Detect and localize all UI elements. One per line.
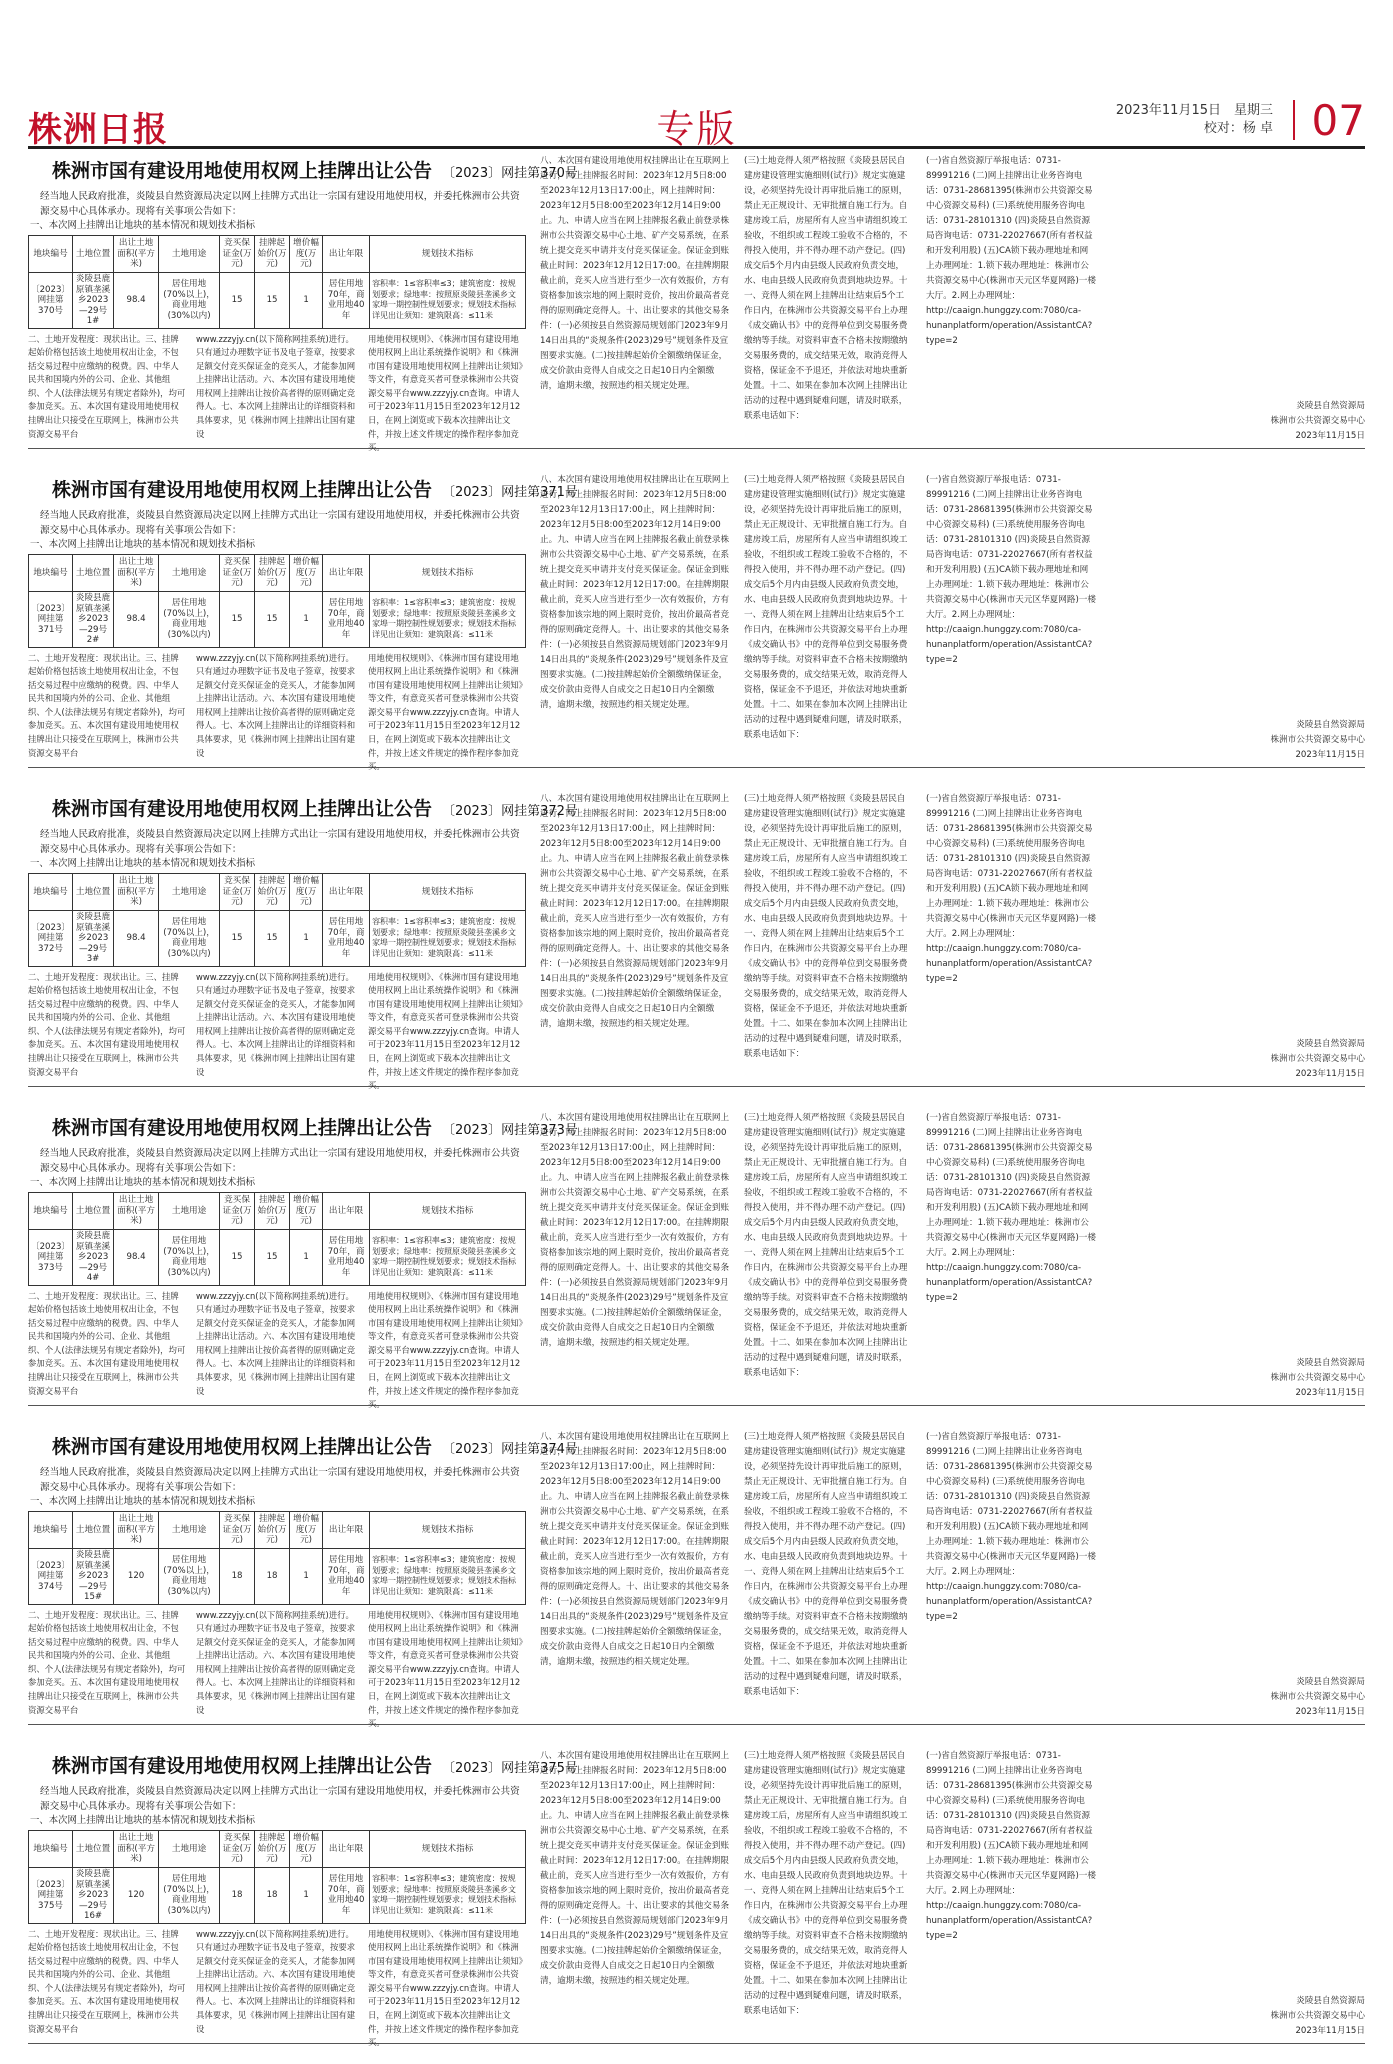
notice-intro: 经当地人民政府批准，炎陵县自然资源局决定以网上挂牌方式出让一宗国有建设用地使用权，并委托株洲市公共资源交易中心具体承办。现将有关事项公告如下： — [40, 510, 520, 536]
table-header-row — [29, 1831, 526, 1868]
table-cell: 1 — [290, 273, 323, 329]
table-header: 出让年限 — [323, 236, 370, 273]
notice-col-4: (一)省自然资源厅举报电话：0731-89991216 (二)网上挂牌出让业务咨询电话：0731-28681395(株洲市公共资源交易中心资源交易科) (三)系统使用服务咨询电话：0731-28101310 (四)炎陵县自然资源局咨询电话：0731-22027667(所有者权益和开发利用股) (五)CA锁下载办理地址和网上办理网址：1.锁下载办理地址：株洲市公共资源交易中心(株洲市天元区华夏网路)一楼大厅。2.网上办理网址：http://caaign.hunggzy.com:7080/ca-hunanplatform/operation/AssistantCA?type=2 — [926, 156, 1096, 346]
signature-org-2: 株洲市公共资源交易中心 — [1270, 1054, 1365, 1064]
table-cell: 居住用地70年，商业用地40年 — [323, 1230, 370, 1286]
notice-signature-column — [1110, 1749, 1365, 2039]
table-cell: 120 — [114, 1549, 159, 1605]
notice-terms — [28, 1609, 526, 1729]
land-auction-notice — [28, 786, 1365, 1091]
table-cell: 炎陵县鹿原镇垄溪乡2023—29号15# — [73, 1549, 114, 1605]
table-header: 规划技术指标 — [370, 236, 526, 273]
table-header-row — [29, 555, 526, 592]
notice-col-3: (三)土地竞得人须严格按照《炎陵县居民自建房建设管理实施细则(试行)》规定实施建设，必须坚持先设计再审批后施工的原则，禁止无正规设计、无审批擅自施工行为。自建房竣工后，房屋所有人应当申请组织竣工验收，不组织或工程竣工验收不合格的，不得投入使用，并不得办理不动产登记。(四)成交后5个月内由县级人民政府负责交地，水、电由县级人民政府负责到地块边界。十一、竞得人须在网上挂牌出让结束后5个工作日内，在株洲市公共资源交易平台上办理《成交确认书》中的竞得单位到交易服务费缴纳等手续。对资料审查不合格未按期缴纳交易服务费的，成交结果无效，取消竞得人资格，保证金不予退还，并依法对地块重新处置。十二、如果在参加本次网上挂牌出让活动的过程中遇到疑难问题，请及时联系，联系电话如下： — [744, 475, 908, 740]
notice-number: 〔2023〕网挂第370号 — [442, 166, 578, 181]
notice-col-3: (三)土地竞得人须严格按照《炎陵县居民自建房建设管理实施细则(试行)》规定实施建设，必须坚持先设计再审批后施工的原则，禁止无正规设计、无审批擅自施工行为。自建房竣工后，房屋所有人应当申请组织竣工验收，不组织或工程竣工验收不合格的，不得投入使用，并不得办理不动产登记。(四)成交后5个月内由县级人民政府负责交地，水、电由县级人民政府负责到地块边界。十一、竞得人须在网上挂牌出让结束后5个工作日内，在株洲市公共资源交易平台上办理《成交确认书》中的竞得单位到交易服务费缴纳等手续。对资料审查不合格未按期缴纳交易服务费的，成交结果无效，取消竞得人资格，保证金不予退还，并依法对地块重新处置。十二、如果在参加本次网上挂牌出让活动的过程中遇到疑难问题，请及时联系，联系电话如下： — [744, 1113, 908, 1378]
notice-terms-col-c: 用地使用权规则》、《株洲市国有建设用地使用权网上出让系统操作说明》和《株洲市国有建设用地使用权网上挂牌出让须知》等文件，有意竞买者可登录株洲市公共资源交易平台www.zzzyjy.cn查询。申请人可于2023年11月15日至2023年12月12日，在网上浏览或下载本次挂牌出让文件，并按上述文件规定的操作程序参加竞买。 — [368, 333, 523, 453]
notice-section-heading: 一、本次网上挂牌出让地块的基本情况和规划技术指标 — [30, 539, 256, 550]
land-auction-notice — [28, 1424, 1365, 1729]
parcel-table — [28, 1830, 526, 1924]
table-cell: 1 — [290, 1549, 323, 1605]
notice-terms-col-b: www.zzzyjy.cn(以下简称网挂系统)进行。只有通过办理数字证书及电子签章，按要求足额交付竞买保证金的竞买人，才能参加网上挂牌出让活动。六、本次国有建设用地使用权网上挂牌出让按价高者得的原则确定竞得人。七、本次网上挂牌出让的详细资料和具体要求，见《株洲市网上挂牌出让国有建设 — [196, 1928, 356, 2034]
signature-date: 2023年11月15日 — [1295, 750, 1365, 760]
table-header: 土地位置 — [73, 874, 114, 911]
table-cell: 〔2023〕网挂第370号 — [29, 273, 73, 329]
notice-terms-col-c: 用地使用权规则》、《株洲市国有建设用地使用权网上出让系统操作说明》和《株洲市国有建设用地使用权网上挂牌出让须知》等文件，有意竞买者可登录株洲市公共资源交易平台www.zzzyjy.cn查询。申请人可于2023年11月15日至2023年12月12日，在网上浏览或下载本次挂牌出让文件，并按上述文件规定的操作程序参加竞买。 — [368, 971, 523, 1091]
table-cell: 120 — [114, 1868, 159, 1924]
table-cell: 居住用地70年，商业用地40年 — [323, 1549, 370, 1605]
table-header: 挂牌起始价(万元) — [255, 874, 290, 911]
table-header: 土地用途 — [159, 874, 220, 911]
table-header: 地块编号 — [29, 1193, 73, 1230]
table-header: 增价幅度(万元) — [290, 874, 323, 911]
notice-signature-column — [1110, 473, 1365, 763]
table-header: 土地位置 — [73, 1193, 114, 1230]
notice-title: 株洲市国有建设用地使用权网上挂牌出让公告 — [52, 1755, 433, 1777]
signature-org-1: 炎陵县自然资源局 — [1296, 401, 1365, 411]
notice-col-4: (一)省自然资源厅举报电话：0731-89991216 (二)网上挂牌出让业务咨询电话：0731-28681395(株洲市公共资源交易中心资源交易科) (三)系统使用服务咨询电话：0731-28101310 (四)炎陵县自然资源局咨询电话：0731-22027667(所有者权益和开发利用股) (五)CA锁下载办理地址和网上办理网址：1.锁下载办理地址：株洲市公共资源交易中心(株洲市天元区华夏网路)一楼大厅。2.网上办理网址：http://caaign.hunggzy.com:7080/ca-hunanplatform/operation/AssistantCA?type=2 — [926, 794, 1096, 984]
table-cell: 98.4 — [114, 1230, 159, 1286]
table-cell: 98.4 — [114, 911, 159, 967]
table-header: 土地用途 — [159, 555, 220, 592]
signature-date: 2023年11月15日 — [1295, 2026, 1365, 2036]
table-cell: 〔2023〕网挂第373号 — [29, 1230, 73, 1286]
table-header: 地块编号 — [29, 1831, 73, 1868]
notice-terms-col-a: 二、土地开发程度：现状出让。三、挂牌起始价格包括该土地使用权出让金，不包括交易过程中应缴纳的税费。四、中华人民共和国境内外的公司、企业、其他组织、个人(法律法规另有规定者除外)，均可参加竞买。五、本次国有建设用地使用权挂牌出让只接受在互联网上，株洲市公共资源交易平台 — [28, 971, 186, 1077]
table-cell: 炎陵县鹿原镇垄溪乡2023—29号16# — [73, 1868, 114, 1924]
table-cell: 容积率：1≤容积率≤3；建筑密度：按规划要求；绿地率：按照原炎陵县垄溪乡文家埠一期控制性规划要求；规划技术指标详见出让须知：建筑限高：≤11米 — [370, 1549, 526, 1605]
notice-intro: 经当地人民政府批准，炎陵县自然资源局决定以网上挂牌方式出让一宗国有建设用地使用权，并委托株洲市公共资源交易中心具体承办。现将有关事项公告如下： — [40, 1148, 520, 1174]
notice-main-column — [28, 148, 578, 453]
table-header: 出让年限 — [323, 555, 370, 592]
notice-terms-col-a: 二、土地开发程度：现状出让。三、挂牌起始价格包括该土地使用权出让金，不包括交易过程中应缴纳的税费。四、中华人民共和国境内外的公司、企业、其他组织、个人(法律法规另有规定者除外)，均可参加竞买。五、本次国有建设用地使用权挂牌出让只接受在互联网上，株洲市公共资源交易平台 — [28, 333, 186, 439]
table-header: 挂牌起始价(万元) — [255, 1512, 290, 1549]
page-number: 07 — [1311, 96, 1365, 145]
table-header: 土地用途 — [159, 1512, 220, 1549]
table-header: 规划技术指标 — [370, 1193, 526, 1230]
table-header: 出让土地面积(平方米) — [114, 236, 159, 273]
notice-col-2: 八、本次国有建设用地使用权挂牌出让在互联网上进行，网上挂牌报名时间：2023年12月5日8:00至2023年12月13日17:00止，网上挂牌时间：2023年12月5日8:00至2023年12月14日9:00止。九、申请人应当在网上挂牌报名截止前登录株洲市公共资源交易中心土地、矿产交易系统，在系统上提交竞买申请并支付竞买保证金。保证金到账截止时间：2023年12月12日17:00。在挂牌期限截止前，竞买人应当进行至少一次有效报价，方有资格参加该宗地的网上限时竞价，按出价最高者竞得的原则确定竞得人。十、出让要求的其他交易条件：(一)必须按县自然资源局规划部门2023年9月14日出具的“炎规条件(2023)29号”规划条件及宣图要求实施。(二)按挂牌起始价全额缴纳保证金，成交价款由竞得人自成交之日起10日内全额缴清，逾期未缴，按照违约相关规定处理。 — [540, 156, 730, 391]
table-header: 规划技术指标 — [370, 555, 526, 592]
notice-title: 株洲市国有建设用地使用权网上挂牌出让公告 — [52, 160, 433, 182]
notice-terms-col-c: 用地使用权规则》、《株洲市国有建设用地使用权网上出让系统操作说明》和《株洲市国有建设用地使用权网上挂牌出让须知》等文件，有意竞买者可登录株洲市公共资源交易平台www.zzzyjy.cn查询。申请人可于2023年11月15日至2023年12月12日，在网上浏览或下载本次挂牌出让文件，并按上述文件规定的操作程序参加竞买。 — [368, 652, 523, 772]
table-row — [29, 592, 526, 648]
table-header: 地块编号 — [29, 236, 73, 273]
table-header: 规划技术指标 — [370, 1512, 526, 1549]
table-header: 增价幅度(万元) — [290, 1512, 323, 1549]
table-cell: 炎陵县鹿原镇垄溪乡2023—29号4# — [73, 1230, 114, 1286]
notice-title-line — [28, 477, 578, 506]
notice-col-4: (一)省自然资源厅举报电话：0731-89991216 (二)网上挂牌出让业务咨询电话：0731-28681395(株洲市公共资源交易中心资源交易科) (三)系统使用服务咨询电话：0731-28101310 (四)炎陵县自然资源局咨询电话：0731-22027667(所有者权益和开发利用股) (五)CA锁下载办理地址和网上办理网址：1.锁下载办理地址：株洲市公共资源交易中心(株洲市天元区华夏网路)一楼大厅。2.网上办理网址：http://caaign.hunggzy.com:7080/ca-hunanplatform/operation/AssistantCA?type=2 — [926, 1432, 1096, 1622]
table-header: 出让年限 — [323, 1193, 370, 1230]
table-cell: 居住用地70年，商业用地40年 — [323, 1868, 370, 1924]
table-header: 竞买保证金(万元) — [220, 1512, 255, 1549]
table-header: 挂牌起始价(万元) — [255, 555, 290, 592]
table-header: 挂牌起始价(万元) — [255, 1193, 290, 1230]
table-header-row — [29, 236, 526, 273]
signature-org-2: 株洲市公共资源交易中心 — [1270, 735, 1365, 745]
notice-title-line — [28, 158, 578, 187]
signature-date: 2023年11月15日 — [1295, 431, 1365, 441]
table-cell: 居住用地(70%以上)，商业用地(30%以内) — [159, 1549, 220, 1605]
table-header: 土地用途 — [159, 1831, 220, 1868]
land-auction-notice — [28, 1105, 1365, 1410]
notice-terms — [28, 333, 526, 453]
table-cell: 炎陵县鹿原镇垄溪乡2023—29号1# — [73, 273, 114, 329]
table-header: 地块编号 — [29, 1512, 73, 1549]
table-header: 挂牌起始价(万元) — [255, 1831, 290, 1868]
table-cell: 炎陵县鹿原镇垄溪乡2023—29号3# — [73, 911, 114, 967]
table-cell: 居住用地70年，商业用地40年 — [323, 911, 370, 967]
table-cell: 〔2023〕网挂第374号 — [29, 1549, 73, 1605]
table-header: 土地位置 — [73, 1512, 114, 1549]
notice-col-4: (一)省自然资源厅举报电话：0731-89991216 (二)网上挂牌出让业务咨询电话：0731-28681395(株洲市公共资源交易中心资源交易科) (三)系统使用服务咨询电话：0731-28101310 (四)炎陵县自然资源局咨询电话：0731-22027667(所有者权益和开发利用股) (五)CA锁下载办理地址和网上办理网址：1.锁下载办理地址：株洲市公共资源交易中心(株洲市天元区华夏网路)一楼大厅。2.网上办理网址：http://caaign.hunggzy.com:7080/ca-hunanplatform/operation/AssistantCA?type=2 — [926, 475, 1096, 665]
notice-col-4: (一)省自然资源厅举报电话：0731-89991216 (二)网上挂牌出让业务咨询电话：0731-28681395(株洲市公共资源交易中心资源交易科) (三)系统使用服务咨询电话：0731-28101310 (四)炎陵县自然资源局咨询电话：0731-22027667(所有者权益和开发利用股) (五)CA锁下载办理地址和网上办理网址：1.锁下载办理地址：株洲市公共资源交易中心(株洲市天元区华夏网路)一楼大厅。2.网上办理网址：http://caaign.hunggzy.com:7080/ca-hunanplatform/operation/AssistantCA?type=2 — [926, 1751, 1096, 1941]
notice-terms-col-a: 二、土地开发程度：现状出让。三、挂牌起始价格包括该土地使用权出让金，不包括交易过程中应缴纳的税费。四、中华人民共和国境内外的公司、企业、其他组织、个人(法律法规另有规定者除外)，均可参加竞买。五、本次国有建设用地使用权挂牌出让只接受在互联网上，株洲市公共资源交易平台 — [28, 1290, 186, 1396]
table-cell: 1 — [290, 1230, 323, 1286]
table-header: 增价幅度(万元) — [290, 1831, 323, 1868]
table-cell: 18 — [255, 1549, 290, 1605]
notice-col-3: (三)土地竞得人须严格按照《炎陵县居民自建房建设管理实施细则(试行)》规定实施建设，必须坚持先设计再审批后施工的原则，禁止无正规设计、无审批擅自施工行为。自建房竣工后，房屋所有人应当申请组织竣工验收，不组织或工程竣工验收不合格的，不得投入使用，并不得办理不动产登记。(四)成交后5个月内由县级人民政府负责交地，水、电由县级人民政府负责到地块边界。十一、竞得人须在网上挂牌出让结束后5个工作日内，在株洲市公共资源交易平台上办理《成交确认书》中的竞得单位到交易服务费缴纳等手续。对资料审查不合格未按期缴纳交易服务费的，成交结果无效，取消竞得人资格，保证金不予退还，并依法对地块重新处置。十二、如果在参加本次网上挂牌出让活动的过程中遇到疑难问题，请及时联系，联系电话如下： — [744, 1751, 908, 2016]
land-auction-notice — [28, 1743, 1365, 2048]
table-header: 竞买保证金(万元) — [220, 874, 255, 911]
notice-title: 株洲市国有建设用地使用权网上挂牌出让公告 — [52, 798, 433, 820]
notice-terms-col-c: 用地使用权规则》、《株洲市国有建设用地使用权网上出让系统操作说明》和《株洲市国有建设用地使用权网上挂牌出让须知》等文件，有意竞买者可登录株洲市公共资源交易平台www.zzzyjy.cn查询。申请人可于2023年11月15日至2023年12月12日，在网上浏览或下载本次挂牌出让文件，并按上述文件规定的操作程序参加竞买。 — [368, 1609, 523, 1729]
table-header: 竞买保证金(万元) — [220, 236, 255, 273]
table-cell: 炎陵县鹿原镇垄溪乡2023—29号2# — [73, 592, 114, 648]
table-cell: 〔2023〕网挂第375号 — [29, 1868, 73, 1924]
notice-number: 〔2023〕网挂第372号 — [442, 804, 578, 819]
table-header-row — [29, 1512, 526, 1549]
parcel-table — [28, 1192, 526, 1286]
notice-intro: 经当地人民政府批准，炎陵县自然资源局决定以网上挂牌方式出让一宗国有建设用地使用权，并委托株洲市公共资源交易中心具体承办。现将有关事项公告如下： — [40, 829, 520, 855]
masthead — [28, 98, 1365, 149]
notice-section-heading: 一、本次网上挂牌出让地块的基本情况和规划技术指标 — [30, 1177, 256, 1188]
signature-org-2: 株洲市公共资源交易中心 — [1270, 1373, 1365, 1383]
notice-terms — [28, 1290, 526, 1410]
table-header: 挂牌起始价(万元) — [255, 236, 290, 273]
notice-col-2: 八、本次国有建设用地使用权挂牌出让在互联网上进行，网上挂牌报名时间：2023年12月5日8:00至2023年12月13日17:00止，网上挂牌时间：2023年12月5日8:00至2023年12月14日9:00止。九、申请人应当在网上挂牌报名截止前登录株洲市公共资源交易中心土地、矿产交易系统，在系统上提交竞买申请并支付竞买保证金。保证金到账截止时间：2023年12月12日17:00。在挂牌期限截止前，竞买人应当进行至少一次有效报价，方有资格参加该宗地的网上限时竞价，按出价最高者竞得的原则确定竞得人。十、出让要求的其他交易条件：(一)必须按县自然资源局规划部门2023年9月14日出具的“炎规条件(2023)29号”规划条件及宣图要求实施。(二)按挂牌起始价全额缴纳保证金，成交价款由竞得人自成交之日起10日内全额缴清，逾期未缴，按照违约相关规定处理。 — [540, 1751, 730, 1986]
table-cell: 居住用地(70%以上)，商业用地(30%以内) — [159, 592, 220, 648]
table-cell: 1 — [290, 592, 323, 648]
land-auction-notice — [28, 467, 1365, 772]
table-header-row — [29, 1193, 526, 1230]
table-row — [29, 911, 526, 967]
notice-terms-col-c: 用地使用权规则》、《株洲市国有建设用地使用权网上出让系统操作说明》和《株洲市国有建设用地使用权网上挂牌出让须知》等文件，有意竞买者可登录株洲市公共资源交易平台www.zzzyjy.cn查询。申请人可于2023年11月15日至2023年12月12日，在网上浏览或下载本次挂牌出让文件，并按上述文件规定的操作程序参加竞买。 — [368, 1290, 523, 1410]
notice-col-2: 八、本次国有建设用地使用权挂牌出让在互联网上进行，网上挂牌报名时间：2023年12月5日8:00至2023年12月13日17:00止，网上挂牌时间：2023年12月5日8:00至2023年12月14日9:00止。九、申请人应当在网上挂牌报名截止前登录株洲市公共资源交易中心土地、矿产交易系统，在系统上提交竞买申请并支付竞买保证金。保证金到账截止时间：2023年12月12日17:00。在挂牌期限截止前，竞买人应当进行至少一次有效报价，方有资格参加该宗地的网上限时竞价，按出价最高者竞得的原则确定竞得人。十、出让要求的其他交易条件：(一)必须按县自然资源局规划部门2023年9月14日出具的“炎规条件(2023)29号”规划条件及宣图要求实施。(二)按挂牌起始价全额缴纳保证金，成交价款由竞得人自成交之日起10日内全额缴清，逾期未缴，按照违约相关规定处理。 — [540, 794, 730, 1029]
table-cell: 15 — [220, 911, 255, 967]
table-cell: 15 — [255, 1230, 290, 1286]
notice-number: 〔2023〕网挂第375号 — [442, 1761, 578, 1776]
notice-section-heading: 一、本次网上挂牌出让地块的基本情况和规划技术指标 — [30, 1496, 256, 1507]
notice-terms-col-c: 用地使用权规则》、《株洲市国有建设用地使用权网上出让系统操作说明》和《株洲市国有建设用地使用权网上挂牌出让须知》等文件，有意竞买者可登录株洲市公共资源交易平台www.zzzyjy.cn查询。申请人可于2023年11月15日至2023年12月12日，在网上浏览或下载本次挂牌出让文件，并按上述文件规定的操作程序参加竞买。 — [368, 1928, 523, 2048]
table-cell: 18 — [220, 1868, 255, 1924]
table-cell: 居住用地(70%以上)，商业用地(30%以内) — [159, 1868, 220, 1924]
table-header: 土地位置 — [73, 1831, 114, 1868]
table-header: 地块编号 — [29, 874, 73, 911]
signature-date: 2023年11月15日 — [1295, 1388, 1365, 1398]
notice-terms-col-b: www.zzzyjy.cn(以下简称网挂系统)进行。只有通过办理数字证书及电子签章，按要求足额交付竞买保证金的竞买人，才能参加网上挂牌出让活动。六、本次国有建设用地使用权网上挂牌出让按价高者得的原则确定竞得人。七、本次网上挂牌出让的详细资料和具体要求，见《株洲市网上挂牌出让国有建设 — [196, 1290, 356, 1396]
notice-title-line — [28, 1753, 578, 1782]
section-title: 专版 — [656, 107, 737, 151]
table-cell: 15 — [220, 592, 255, 648]
notice-terms-col-a: 二、土地开发程度：现状出让。三、挂牌起始价格包括该土地使用权出让金，不包括交易过程中应缴纳的税费。四、中华人民共和国境内外的公司、企业、其他组织、个人(法律法规另有规定者除外)，均可参加竞买。五、本次国有建设用地使用权挂牌出让只接受在互联网上，株洲市公共资源交易平台 — [28, 1928, 186, 2034]
table-header: 出让土地面积(平方米) — [114, 874, 159, 911]
notice-signature-column — [1110, 1430, 1365, 1720]
signature-org-1: 炎陵县自然资源局 — [1296, 1039, 1365, 1049]
land-auction-notice — [28, 148, 1365, 453]
parcel-table — [28, 873, 526, 967]
notice-col-3: (三)土地竞得人须严格按照《炎陵县居民自建房建设管理实施细则(试行)》规定实施建设，必须坚持先设计再审批后施工的原则，禁止无正规设计、无审批擅自施工行为。自建房竣工后，房屋所有人应当申请组织竣工验收，不组织或工程竣工验收不合格的，不得投入使用，并不得办理不动产登记。(四)成交后5个月内由县级人民政府负责交地，水、电由县级人民政府负责到地块边界。十一、竞得人须在网上挂牌出让结束后5个工作日内，在株洲市公共资源交易平台上办理《成交确认书》中的竞得单位到交易服务费缴纳等手续。对资料审查不合格未按期缴纳交易服务费的，成交结果无效，取消竞得人资格，保证金不予退还，并依法对地块重新处置。十二、如果在参加本次网上挂牌出让活动的过程中遇到疑难问题，请及时联系，联系电话如下： — [744, 1432, 908, 1697]
table-cell: 15 — [220, 273, 255, 329]
table-row — [29, 273, 526, 329]
signature-org-2: 株洲市公共资源交易中心 — [1270, 416, 1365, 426]
table-cell: 容积率：1≤容积率≤3；建筑密度：按规划要求；绿地率：按照原炎陵县垄溪乡文家埠一期控制性规划要求；规划技术指标详见出让须知：建筑限高：≤11米 — [370, 1868, 526, 1924]
notice-main-column — [28, 786, 578, 1091]
table-cell: 1 — [290, 1868, 323, 1924]
table-cell: 15 — [220, 1230, 255, 1286]
table-row — [29, 1868, 526, 1924]
table-header: 增价幅度(万元) — [290, 555, 323, 592]
notice-section-heading: 一、本次网上挂牌出让地块的基本情况和规划技术指标 — [30, 220, 256, 231]
table-header: 竞买保证金(万元) — [220, 555, 255, 592]
notice-col-2: 八、本次国有建设用地使用权挂牌出让在互联网上进行，网上挂牌报名时间：2023年12月5日8:00至2023年12月13日17:00止，网上挂牌时间：2023年12月5日8:00至2023年12月14日9:00止。九、申请人应当在网上挂牌报名截止前登录株洲市公共资源交易中心土地、矿产交易系统，在系统上提交竞买申请并支付竞买保证金。保证金到账截止时间：2023年12月12日17:00。在挂牌期限截止前，竞买人应当进行至少一次有效报价，方有资格参加该宗地的网上限时竞价，按出价最高者竞得的原则确定竞得人。十、出让要求的其他交易条件：(一)必须按县自然资源局规划部门2023年9月14日出具的“炎规条件(2023)29号”规划条件及宣图要求实施。(二)按挂牌起始价全额缴纳保证金，成交价款由竞得人自成交之日起10日内全额缴清，逾期未缴，按照违约相关规定处理。 — [540, 1432, 730, 1667]
table-cell: 居住用地(70%以上)，商业用地(30%以内) — [159, 273, 220, 329]
notice-intro: 经当地人民政府批准，炎陵县自然资源局决定以网上挂牌方式出让一宗国有建设用地使用权，并委托株洲市公共资源交易中心具体承办。现将有关事项公告如下： — [40, 1467, 520, 1493]
notice-col-2: 八、本次国有建设用地使用权挂牌出让在互联网上进行，网上挂牌报名时间：2023年12月5日8:00至2023年12月13日17:00止，网上挂牌时间：2023年12月5日8:00至2023年12月14日9:00止。九、申请人应当在网上挂牌报名截止前登录株洲市公共资源交易中心土地、矿产交易系统，在系统上提交竞买申请并支付竞买保证金。保证金到账截止时间：2023年12月12日17:00。在挂牌期限截止前，竞买人应当进行至少一次有效报价，方有资格参加该宗地的网上限时竞价，按出价最高者竞得的原则确定竞得人。十、出让要求的其他交易条件：(一)必须按县自然资源局规划部门2023年9月14日出具的“炎规条件(2023)29号”规划条件及宣图要求实施。(二)按挂牌起始价全额缴纳保证金，成交价款由竞得人自成交之日起10日内全额缴清，逾期未缴，按照违约相关规定处理。 — [540, 475, 730, 710]
table-header: 出让土地面积(平方米) — [114, 555, 159, 592]
table-header-row — [29, 874, 526, 911]
table-cell: 居住用地(70%以上)，商业用地(30%以内) — [159, 911, 220, 967]
notice-terms-col-b: www.zzzyjy.cn(以下简称网挂系统)进行。只有通过办理数字证书及电子签章，按要求足额交付竞买保证金的竞买人，才能参加网上挂牌出让活动。六、本次国有建设用地使用权网上挂牌出让按价高者得的原则确定竞得人。七、本次网上挂牌出让的详细资料和具体要求，见《株洲市网上挂牌出让国有建设 — [196, 1609, 356, 1715]
table-header: 规划技术指标 — [370, 874, 526, 911]
signature-date: 2023年11月15日 — [1295, 1707, 1365, 1717]
table-cell: 15 — [255, 911, 290, 967]
notice-terms — [28, 1928, 526, 2048]
signature-org-1: 炎陵县自然资源局 — [1296, 720, 1365, 730]
signature-org-1: 炎陵县自然资源局 — [1296, 1358, 1365, 1368]
table-header: 地块编号 — [29, 555, 73, 592]
table-row — [29, 1549, 526, 1605]
notice-main-column — [28, 1105, 578, 1410]
table-cell: 容积率：1≤容积率≤3；建筑密度：按规划要求；绿地率：按照原炎陵县垄溪乡文家埠一期控制性规划要求；规划技术指标详见出让须知：建筑限高：≤11米 — [370, 592, 526, 648]
table-cell: 98.4 — [114, 273, 159, 329]
issue-date: 2023年11月15日 星期三 — [1115, 103, 1273, 118]
notice-section-heading: 一、本次网上挂牌出让地块的基本情况和规划技术指标 — [30, 1815, 256, 1826]
table-cell: 98.4 — [114, 592, 159, 648]
table-cell: 居住用地(70%以上)，商业用地(30%以内) — [159, 1230, 220, 1286]
notice-number: 〔2023〕网挂第373号 — [442, 1123, 578, 1138]
notice-terms-col-b: www.zzzyjy.cn(以下简称网挂系统)进行。只有通过办理数字证书及电子签章，按要求足额交付竞买保证金的竞买人，才能参加网上挂牌出让活动。六、本次国有建设用地使用权网上挂牌出让按价高者得的原则确定竞得人。七、本次网上挂牌出让的详细资料和具体要求，见《株洲市网上挂牌出让国有建设 — [196, 652, 356, 758]
table-cell: 〔2023〕网挂第371号 — [29, 592, 73, 648]
notice-terms-col-a: 二、土地开发程度：现状出让。三、挂牌起始价格包括该土地使用权出让金，不包括交易过程中应缴纳的税费。四、中华人民共和国境内外的公司、企业、其他组织、个人(法律法规另有规定者除外)，均可参加竞买。五、本次国有建设用地使用权挂牌出让只接受在互联网上，株洲市公共资源交易平台 — [28, 652, 186, 758]
table-cell: 〔2023〕网挂第372号 — [29, 911, 73, 967]
table-cell: 居住用地70年，商业用地40年 — [323, 273, 370, 329]
table-header: 土地位置 — [73, 555, 114, 592]
table-cell: 15 — [255, 592, 290, 648]
table-header: 竞买保证金(万元) — [220, 1193, 255, 1230]
table-header: 竞买保证金(万元) — [220, 1831, 255, 1868]
notice-terms — [28, 652, 526, 772]
table-row — [29, 1230, 526, 1286]
table-header: 增价幅度(万元) — [290, 236, 323, 273]
notice-title-line — [28, 1434, 578, 1463]
signature-org-2: 株洲市公共资源交易中心 — [1270, 2011, 1365, 2021]
notice-signature-column — [1110, 792, 1365, 1082]
table-header: 土地位置 — [73, 236, 114, 273]
page-number-divider — [1293, 100, 1295, 140]
table-header: 出让土地面积(平方米) — [114, 1193, 159, 1230]
notice-main-column — [28, 1743, 578, 2048]
notice-terms-col-b: www.zzzyjy.cn(以下简称网挂系统)进行。只有通过办理数字证书及电子签章，按要求足额交付竞买保证金的竞买人，才能参加网上挂牌出让活动。六、本次国有建设用地使用权网上挂牌出让按价高者得的原则确定竞得人。七、本次网上挂牌出让的详细资料和具体要求，见《株洲市网上挂牌出让国有建设 — [196, 971, 356, 1077]
table-header: 土地用途 — [159, 236, 220, 273]
notice-main-column — [28, 467, 578, 772]
notice-number: 〔2023〕网挂第374号 — [442, 1442, 578, 1457]
notice-col-3: (三)土地竞得人须严格按照《炎陵县居民自建房建设管理实施细则(试行)》规定实施建设，必须坚持先设计再审批后施工的原则，禁止无正规设计、无审批擅自施工行为。自建房竣工后，房屋所有人应当申请组织竣工验收，不组织或工程竣工验收不合格的，不得投入使用，并不得办理不动产登记。(四)成交后5个月内由县级人民政府负责交地，水、电由县级人民政府负责到地块边界。十一、竞得人须在网上挂牌出让结束后5个工作日内，在株洲市公共资源交易平台上办理《成交确认书》中的竞得单位到交易服务费缴纳等手续。对资料审查不合格未按期缴纳交易服务费的，成交结果无效，取消竞得人资格，保证金不予退还，并依法对地块重新处置。十二、如果在参加本次网上挂牌出让活动的过程中遇到疑难问题，请及时联系，联系电话如下： — [744, 156, 908, 421]
notice-number: 〔2023〕网挂第371号 — [442, 485, 578, 500]
table-cell: 容积率：1≤容积率≤3；建筑密度：按规划要求；绿地率：按照原炎陵县垄溪乡文家埠一期控制性规划要求；规划技术指标详见出让须知：建筑限高：≤11米 — [370, 1230, 526, 1286]
notice-col-3: (三)土地竞得人须严格按照《炎陵县居民自建房建设管理实施细则(试行)》规定实施建设，必须坚持先设计再审批后施工的原则，禁止无正规设计、无审批擅自施工行为。自建房竣工后，房屋所有人应当申请组织竣工验收，不组织或工程竣工验收不合格的，不得投入使用，并不得办理不动产登记。(四)成交后5个月内由县级人民政府负责交地，水、电由县级人民政府负责到地块边界。十一、竞得人须在网上挂牌出让结束后5个工作日内，在株洲市公共资源交易平台上办理《成交确认书》中的竞得单位到交易服务费缴纳等手续。对资料审查不合格未按期缴纳交易服务费的，成交结果无效，取消竞得人资格，保证金不予退还，并依法对地块重新处置。十二、如果在参加本次网上挂牌出让活动的过程中遇到疑难问题，请及时联系，联系电话如下： — [744, 794, 908, 1059]
newspaper-logo: 株洲日报 — [28, 110, 168, 150]
table-cell: 居住用地70年，商业用地40年 — [323, 592, 370, 648]
table-cell: 容积率：1≤容积率≤3；建筑密度：按规划要求；绿地率：按照原炎陵县垄溪乡文家埠一期控制性规划要求；规划技术指标详见出让须知：建筑限高：≤11米 — [370, 911, 526, 967]
table-header: 土地用途 — [159, 1193, 220, 1230]
notice-section-heading: 一、本次网上挂牌出让地块的基本情况和规划技术指标 — [30, 858, 256, 869]
notice-intro: 经当地人民政府批准，炎陵县自然资源局决定以网上挂牌方式出让一宗国有建设用地使用权，并委托株洲市公共资源交易中心具体承办。现将有关事项公告如下： — [40, 1786, 520, 1812]
proofreader: 校对：杨 卓 — [1203, 121, 1273, 136]
table-cell: 18 — [255, 1868, 290, 1924]
signature-org-1: 炎陵县自然资源局 — [1296, 1677, 1365, 1687]
notice-terms-col-b: www.zzzyjy.cn(以下简称网挂系统)进行。只有通过办理数字证书及电子签章，按要求足额交付竞买保证金的竞买人，才能参加网上挂牌出让活动。六、本次国有建设用地使用权网上挂牌出让按价高者得的原则确定竞得人。七、本次网上挂牌出让的详细资料和具体要求，见《株洲市网上挂牌出让国有建设 — [196, 333, 356, 439]
notice-title: 株洲市国有建设用地使用权网上挂牌出让公告 — [52, 1436, 433, 1458]
table-cell: 15 — [255, 273, 290, 329]
table-header: 规划技术指标 — [370, 1831, 526, 1868]
dateline — [1116, 102, 1273, 138]
notice-col-4: (一)省自然资源厅举报电话：0731-89991216 (二)网上挂牌出让业务咨询电话：0731-28681395(株洲市公共资源交易中心资源交易科) (三)系统使用服务咨询电话：0731-28101310 (四)炎陵县自然资源局咨询电话：0731-22027667(所有者权益和开发利用股) (五)CA锁下载办理地址和网上办理网址：1.锁下载办理地址：株洲市公共资源交易中心(株洲市天元区华夏网路)一楼大厅。2.网上办理网址：http://caaign.hunggzy.com:7080/ca-hunanplatform/operation/AssistantCA?type=2 — [926, 1113, 1096, 1303]
parcel-table — [28, 554, 526, 648]
notice-main-column — [28, 1424, 578, 1729]
table-header: 增价幅度(万元) — [290, 1193, 323, 1230]
notice-signature-column — [1110, 154, 1365, 444]
notice-terms-col-a: 二、土地开发程度：现状出让。三、挂牌起始价格包括该土地使用权出让金，不包括交易过程中应缴纳的税费。四、中华人民共和国境内外的公司、企业、其他组织、个人(法律法规另有规定者除外)，均可参加竞买。五、本次国有建设用地使用权挂牌出让只接受在互联网上，株洲市公共资源交易平台 — [28, 1609, 186, 1715]
parcel-table — [28, 235, 526, 329]
table-header: 出让土地面积(平方米) — [114, 1512, 159, 1549]
signature-date: 2023年11月15日 — [1295, 1069, 1365, 1079]
signature-org-1: 炎陵县自然资源局 — [1296, 1996, 1365, 2006]
table-cell: 容积率：1≤容积率≤3；建筑密度：按规划要求；绿地率：按照原炎陵县垄溪乡文家埠一期控制性规划要求；规划技术指标详见出让须知：建筑限高：≤11米 — [370, 273, 526, 329]
notice-intro: 经当地人民政府批准，炎陵县自然资源局决定以网上挂牌方式出让一宗国有建设用地使用权，并委托株洲市公共资源交易中心具体承办。现将有关事项公告如下： — [40, 191, 520, 217]
table-header: 出让年限 — [323, 1512, 370, 1549]
table-header: 出让年限 — [323, 1831, 370, 1868]
table-header: 出让年限 — [323, 874, 370, 911]
notice-col-2: 八、本次国有建设用地使用权挂牌出让在互联网上进行，网上挂牌报名时间：2023年12月5日8:00至2023年12月13日17:00止，网上挂牌时间：2023年12月5日8:00至2023年12月14日9:00止。九、申请人应当在网上挂牌报名截止前登录株洲市公共资源交易中心土地、矿产交易系统，在系统上提交竞买申请并支付竞买保证金。保证金到账截止时间：2023年12月12日17:00。在挂牌期限截止前，竞买人应当进行至少一次有效报价，方有资格参加该宗地的网上限时竞价，按出价最高者竞得的原则确定竞得人。十、出让要求的其他交易条件：(一)必须按县自然资源局规划部门2023年9月14日出具的“炎规条件(2023)29号”规划条件及宣图要求实施。(二)按挂牌起始价全额缴纳保证金，成交价款由竞得人自成交之日起10日内全额缴清，逾期未缴，按照违约相关规定处理。 — [540, 1113, 730, 1348]
notice-title: 株洲市国有建设用地使用权网上挂牌出让公告 — [52, 479, 433, 501]
notice-title: 株洲市国有建设用地使用权网上挂牌出让公告 — [52, 1117, 433, 1139]
notice-title-line — [28, 1115, 578, 1144]
signature-org-2: 株洲市公共资源交易中心 — [1270, 1692, 1365, 1702]
notice-signature-column — [1110, 1111, 1365, 1401]
table-cell: 1 — [290, 911, 323, 967]
notice-terms — [28, 971, 526, 1091]
table-cell: 18 — [220, 1549, 255, 1605]
notice-title-line — [28, 796, 578, 825]
parcel-table — [28, 1511, 526, 1605]
table-header: 出让土地面积(平方米) — [114, 1831, 159, 1868]
